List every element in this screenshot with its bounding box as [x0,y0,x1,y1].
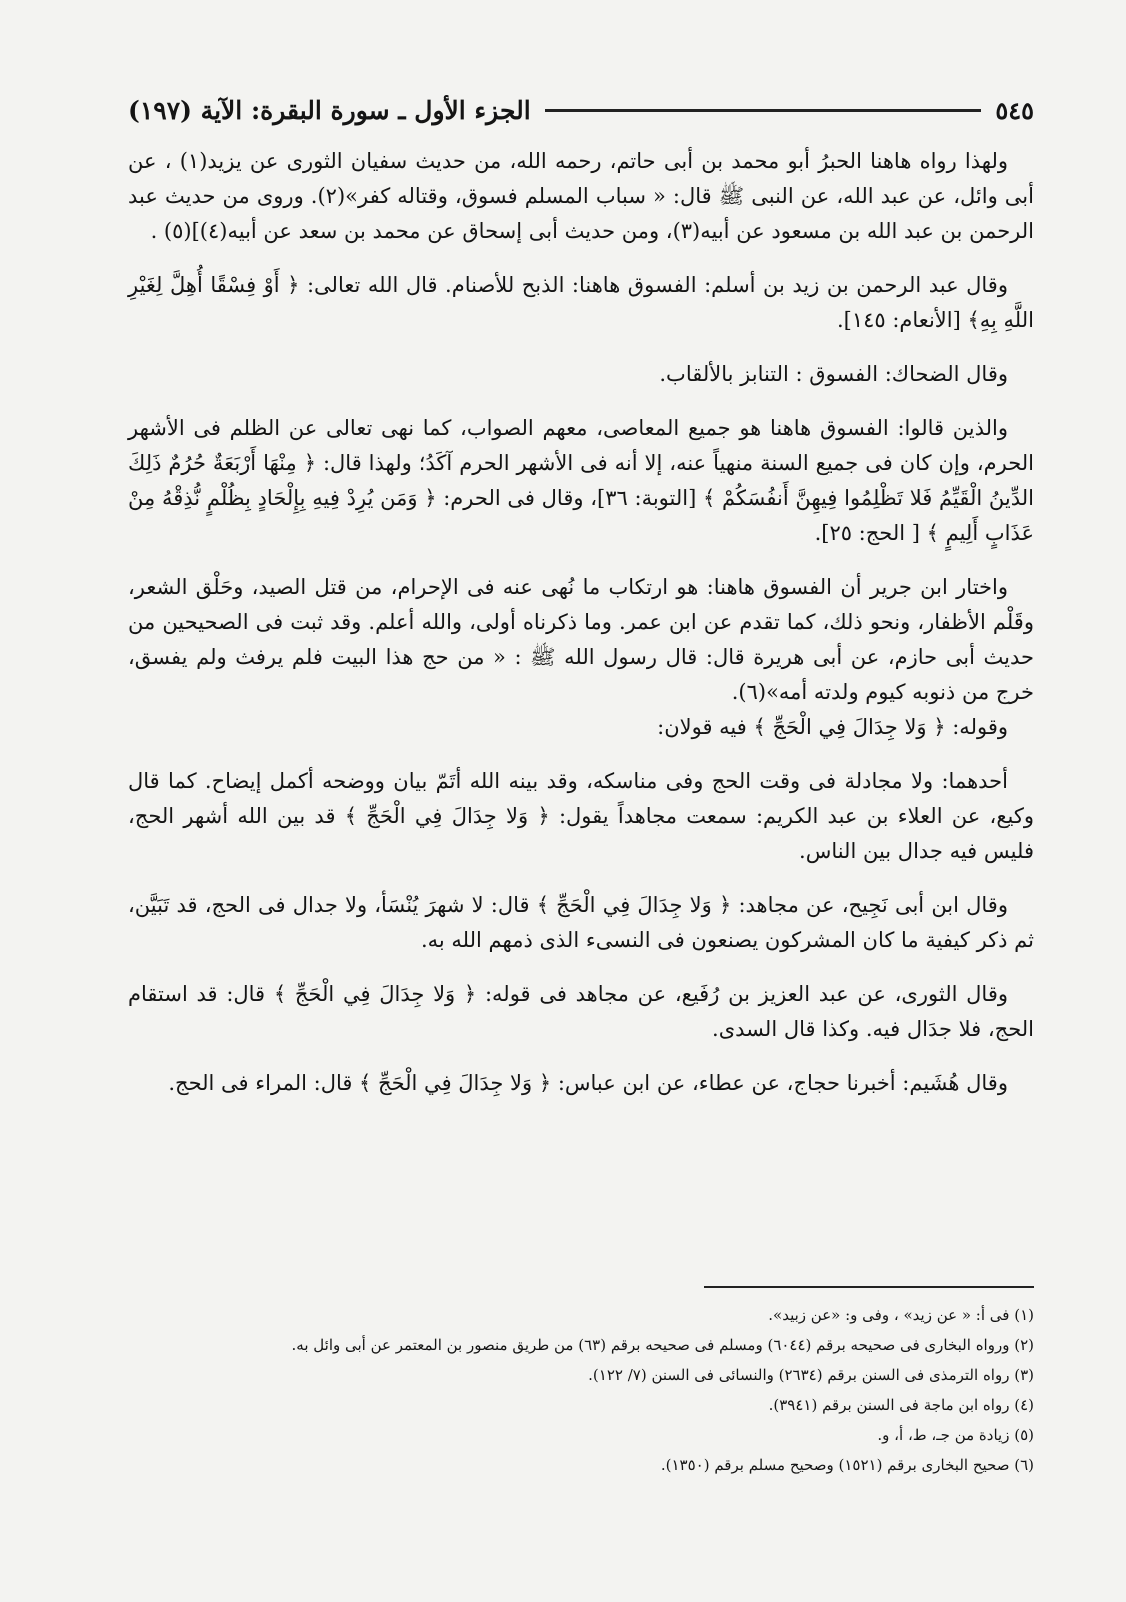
footnote-3: (٣) رواه الترمذى فى السنن برقم (٢٦٣٤) والنسائى فى السنن (٧/ ١٢٢). [588,1366,1034,1384]
page-number: ٥٤٥ [995,95,1034,125]
paragraph-2: وقال عبد الرحمن بن زيد بن أسلم: الفسوق هاهنا: الذبح للأصنام. قال الله تعالى: ﴿ أَوْ فِسْقًا أُهِلَّ لِغَيْرِ اللَّهِ بِهِ﴾ [الأنعام: ١٤٥]. [128,273,1034,332]
header-title: الجزء الأول ـ سورة البقرة: الآية (١٩٧) [128,95,531,125]
footnote-6: (٦) صحيح البخارى برقم (١٥٢١) وصحيح مسلم برقم (١٣٥٠). [660,1456,1034,1474]
footnote-2: (٢) ورواه البخارى فى صحيحه برقم (٦٠٤٤) ومسلم فى صحيحه برقم (٦٣) من طريق منصور بن المعتمر عن أبى وائل به. [291,1336,1034,1354]
footnote-1: (١) فى أ: « عن زيد» ، وفى و: «عن زبيد». [768,1306,1034,1324]
header-rule [545,109,982,112]
main-text [128,144,1034,1101]
paragraph-4: والذين قالوا: الفسوق هاهنا هو جميع المعاصى، معهم الصواب، كما نهى تعالى عن الظلم فى الأشهر الحرم، وإن كان فى جميع السنة منهياً عنه، إلا أنه فى الأشهر الحرم آكَدُ؛ ولهذا قال: ﴿ مِنْهَا أَرْبَعَةٌ حُرُمٌ ذَلِكَ الدِّينُ الْقَيِّمُ فَلا تَظْلِمُوا فِيهِنَّ أَنفُسَكُمْ ﴾ [التوبة: ٣٦]، وقال فى الحرم: ﴿ وَمَن يُرِدْ فِيهِ بِإِلْحَادٍ بِظُلْمٍ نُّذِقْهُ مِنْ عَذَابٍ أَلِيمٍ ﴾ [ الحج: ٢٥]. [128,416,1034,545]
paragraph-7: أحدهما: ولا مجادلة فى وقت الحج وفى مناسكه، وقد بينه الله أتَمّ بيان ووضحه أكمل إيضاح. كما قال وكيع، عن العلاء بن عبد الكريم: سمعت مجاهداً يقول: ﴿ وَلا جِدَالَ فِي الْحَجِّ ﴾ قد بين الله أشهر الحج، فليس فيه جدال بين الناس. [128,769,1034,863]
paragraph-6: وقوله: ﴿ وَلا جِدَالَ فِي الْحَجِّ ﴾ فيه قولان: [657,715,1008,739]
paragraph-3: وقال الضحاك: الفسوق : التنابز بالألقاب. [659,362,1008,386]
paragraph-5: واختار ابن جرير أن الفسوق هاهنا: هو ارتكاب ما نُهى عنه فى الإحرام، من قتل الصيد، وحَلْق الشعر، وقَلْم الأظفار، ونحو ذلك، كما تقدم عن ابن عمر. وما ذكرناه أولى، والله أعلم. وقد ثبت فى الصحيحين من حديث أبى حازم، عن أبى هريرة قال: قال رسول الله ﷺ : « من حج هذا البيت فلم يرفث ولم يفسق، خرج من ذنوبه كيوم ولدته أمه»(٦). [128,575,1034,704]
paragraph-1: ولهذا رواه هاهنا الحبرُ أبو محمد بن أبى حاتم، رحمه الله، من حديث سفيان الثورى عن يزيد(١) ، عن أبى وائل، عن عبد الله، عن النبى ﷺ قال: « سباب المسلم فسوق، وقتاله كفر»(٢). وروى من حديث عبد الرحمن بن عبد الله بن مسعود عن أبيه(٣)، ومن حديث أبى إسحاق عن محمد بن سعد عن أبيه(٤)](٥) . [128,149,1034,243]
footnote-5: (٥) زيادة من جـ، ط، أ، و. [877,1426,1034,1444]
paragraph-9: وقال الثورى، عن عبد العزيز بن رُفَيع، عن مجاهد فى قوله: ﴿ وَلا جِدَالَ فِي الْحَجِّ ﴾ قال: قد استقام الحج، فلا جدَال فيه. وكذا قال السدى. [128,982,1034,1041]
running-header [128,90,1034,130]
paragraph-8: وقال ابن أبى نَجِيح، عن مجاهد: ﴿ وَلا جِدَالَ فِي الْحَجِّ ﴾ قال: لا شهرَ يُنْسَأ، ولا جدال فى الحج، قد تَبَيَّن، ثم ذكر كيفية ما كان المشركون يصنعون فى النسىء الذى ذمهم الله به. [128,893,1034,952]
footnotes [128,1300,1034,1480]
paragraph-10: وقال هُشَيم: أخبرنا حجاج، عن عطاء، عن ابن عباس: ﴿ وَلا جِدَالَ فِي الْحَجِّ ﴾ قال: المراء فى الحج. [168,1071,1008,1095]
footnote-4: (٤) رواه ابن ماجة فى السنن برقم (٣٩٤١). [768,1396,1034,1414]
footnote-divider [704,1286,1034,1288]
